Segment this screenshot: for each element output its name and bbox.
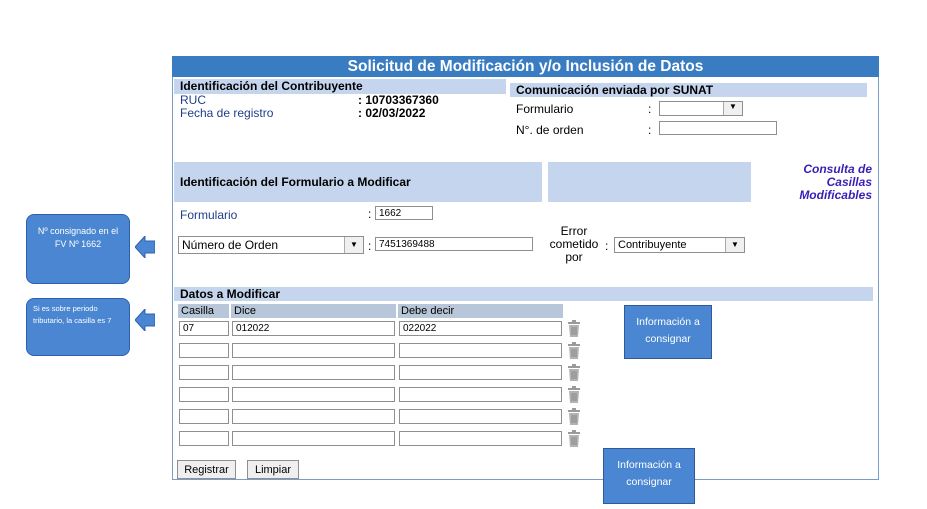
dice-input[interactable] [232, 431, 395, 446]
casilla-input[interactable] [179, 387, 229, 402]
trash-icon[interactable] [567, 364, 581, 381]
trash-icon[interactable] [567, 342, 581, 359]
callout-orden: Nº consignado en el FV Nº 1662 [26, 214, 130, 284]
arrow-left-icon [135, 309, 155, 331]
error-cometido-label: Error cometido por [549, 224, 599, 264]
section-datos-heading: Datos a Modificar [174, 287, 873, 301]
casilla-input[interactable] [179, 321, 229, 336]
chevron-down-icon: ▼ [344, 237, 363, 253]
arrow-left-icon [135, 236, 155, 258]
section-contribuyente-heading: Identificación del Contribuyente [174, 79, 506, 94]
trash-icon[interactable] [567, 320, 581, 337]
error-cometido-select[interactable]: Contribuyente ▼ [614, 237, 745, 253]
registrar-button[interactable]: Registrar [177, 460, 236, 479]
dice-input[interactable] [232, 365, 395, 380]
col-header-casilla: Casilla [178, 304, 229, 318]
comunicacion-formulario-label: Formulario [516, 102, 574, 116]
dice-input[interactable] [232, 321, 395, 336]
limpiar-button[interactable]: Limpiar [247, 460, 299, 479]
col-header-dice: Dice [231, 304, 396, 318]
formulario-input[interactable] [375, 206, 433, 220]
orden-type-select[interactable]: Número de Orden ▼ [178, 236, 364, 254]
section-formulario-modificar-blank [548, 162, 751, 202]
ruc-label: RUC [180, 93, 206, 107]
comunicacion-orden-input[interactable] [659, 121, 777, 135]
casilla-input[interactable] [179, 409, 229, 424]
debe-input[interactable] [399, 343, 562, 358]
casilla-input[interactable] [179, 343, 229, 358]
dice-input[interactable] [232, 343, 395, 358]
chevron-down-icon: ▼ [725, 238, 744, 252]
debe-input[interactable] [399, 321, 562, 336]
ruc-value: : 10703367360 [358, 93, 439, 107]
casilla-input[interactable] [179, 365, 229, 380]
callout-periodo: Si es sobre periodo tributario, la casilla es 7 [26, 298, 130, 356]
trash-icon[interactable] [567, 408, 581, 425]
comunicacion-orden-label: N°. de orden [516, 123, 584, 137]
fecha-registro-label: Fecha de registro [180, 106, 274, 120]
dice-input[interactable] [232, 387, 395, 402]
comunicacion-orden-sep: : [648, 123, 652, 137]
debe-input[interactable] [399, 409, 562, 424]
debe-input[interactable] [399, 431, 562, 446]
fecha-registro-value: : 02/03/2022 [358, 106, 426, 120]
casilla-input[interactable] [179, 431, 229, 446]
consulta-casillas-link[interactable]: Consulta de Casillas Modificables [799, 162, 872, 202]
col-header-debe: Debe decir [398, 304, 563, 318]
error-sep: : [605, 239, 609, 253]
debe-input[interactable] [399, 387, 562, 402]
orden-input[interactable] [375, 237, 533, 251]
chevron-down-icon: ▼ [723, 102, 742, 115]
debe-input[interactable] [399, 365, 562, 380]
section-formulario-modificar-heading: Identificación del Formulario a Modificar [174, 162, 542, 202]
comunicacion-formulario-select[interactable] [659, 101, 743, 116]
note-informacion-2: Información a consignar [603, 448, 695, 504]
note-informacion-1: Información a consignar [624, 305, 712, 359]
formulario-sep: : [368, 207, 372, 221]
orden-sep: : [368, 239, 372, 253]
formulario-label: Formulario [180, 208, 238, 222]
form-title: Solicitud de Modificación y/o Inclusión de Datos [172, 56, 879, 77]
comunicacion-formulario-sep: : [648, 102, 652, 116]
section-comunicacion-heading: Comunicación enviada por SUNAT [510, 83, 867, 97]
trash-icon[interactable] [567, 386, 581, 403]
trash-icon[interactable] [567, 430, 581, 447]
dice-input[interactable] [232, 409, 395, 424]
